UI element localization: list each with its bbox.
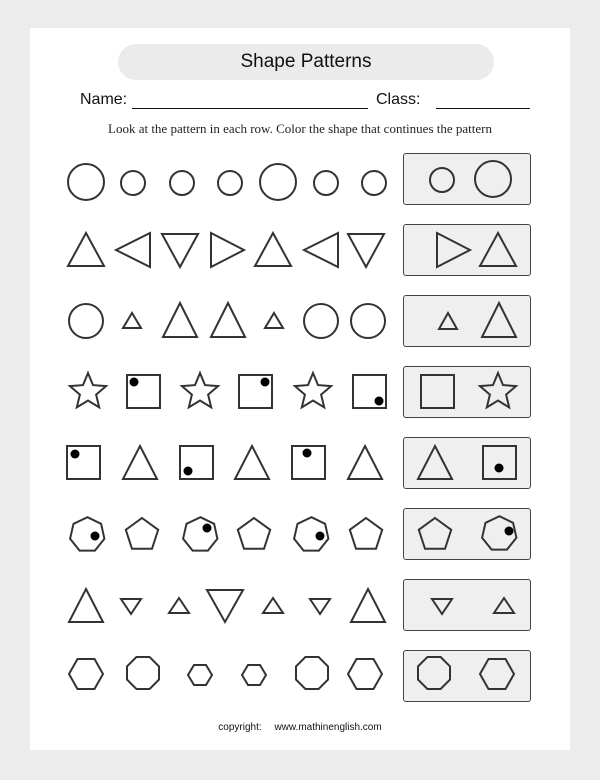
hexagon-shape xyxy=(69,659,103,689)
star-shape xyxy=(182,373,218,407)
large-triangle-up-shape xyxy=(351,589,385,622)
triangle-right-shape xyxy=(211,233,244,267)
small-triangle-up-shape xyxy=(263,598,283,613)
copyright-label: copyright: xyxy=(218,722,262,733)
dot-marker xyxy=(71,450,80,459)
choice-square[interactable] xyxy=(421,375,454,408)
dot-marker xyxy=(203,524,212,533)
small-triangle-up-shape xyxy=(169,598,189,613)
choice-octagon[interactable] xyxy=(418,657,450,689)
dot-marker xyxy=(316,532,325,541)
small-hexagon-shape xyxy=(188,665,212,685)
large-triangle-shape xyxy=(163,303,197,337)
triangle-shape xyxy=(123,446,157,479)
dot-marker xyxy=(375,397,384,406)
small-triangle-down-shape xyxy=(121,599,141,614)
octagon-shape xyxy=(296,657,328,689)
choice-hexagon[interactable] xyxy=(480,659,514,689)
triangle-down-shape xyxy=(348,234,384,267)
small-triangle-shape xyxy=(265,313,283,328)
choice-square-with-dot[interactable] xyxy=(483,446,516,479)
worksheet-page xyxy=(30,28,570,750)
choice-triangle-right[interactable] xyxy=(437,233,470,267)
small-triangle-shape xyxy=(123,313,141,328)
pattern-row-1 xyxy=(68,161,511,200)
pattern-row-8 xyxy=(69,657,514,689)
page-title: Shape Patterns xyxy=(118,44,494,80)
triangle-left-shape xyxy=(116,233,150,267)
small-circle-shape xyxy=(362,171,386,195)
choice-small-triangle-up[interactable] xyxy=(494,598,514,613)
shape-patterns xyxy=(30,28,570,750)
choice-triangle-up[interactable] xyxy=(480,233,516,266)
large-circle-shape xyxy=(68,164,104,200)
octagon-shape xyxy=(127,657,159,689)
triangle-up-shape xyxy=(255,233,291,266)
choice-small-circle[interactable] xyxy=(430,168,454,192)
choice-small-triangle-down[interactable] xyxy=(432,599,452,614)
choice-small-triangle[interactable] xyxy=(439,313,457,329)
large-circle-shape xyxy=(260,164,296,200)
pentagon-shape xyxy=(126,518,158,549)
star-shape xyxy=(70,373,106,407)
triangle-shape xyxy=(348,446,382,479)
choice-large-circle[interactable] xyxy=(475,161,511,197)
pattern-row-5 xyxy=(67,446,516,479)
triangle-up-shape xyxy=(68,233,104,266)
triangle-left-shape xyxy=(304,233,338,267)
small-circle-shape xyxy=(170,171,194,195)
dot-marker xyxy=(184,467,193,476)
large-triangle-up-shape xyxy=(69,589,103,622)
choice-pentagon[interactable] xyxy=(419,518,451,549)
heptagon-shape xyxy=(70,517,104,550)
choice-triangle[interactable] xyxy=(418,446,452,479)
triangle-down-shape xyxy=(162,234,198,267)
pattern-row-7 xyxy=(69,589,514,622)
triangle-shape xyxy=(235,446,269,479)
pattern-row-2 xyxy=(68,233,516,267)
footer xyxy=(30,722,570,733)
instructions: Look at the pattern in each row. Color the shape that continues the pattern xyxy=(108,121,492,136)
star-shape xyxy=(295,373,331,407)
name-label: Name: xyxy=(80,91,128,108)
circle-shape xyxy=(304,304,338,338)
pentagon-shape xyxy=(238,518,270,549)
dot-marker xyxy=(91,532,100,541)
dot-marker xyxy=(495,464,504,473)
small-hexagon-shape xyxy=(242,665,266,685)
class-label: Class: xyxy=(376,91,421,108)
circle-shape xyxy=(351,304,385,338)
small-circle-shape xyxy=(121,171,145,195)
large-triangle-down-shape xyxy=(207,590,243,622)
circle-shape xyxy=(69,304,103,338)
pattern-row-6 xyxy=(70,516,516,550)
hexagon-shape xyxy=(348,659,382,689)
dot-marker xyxy=(505,527,514,536)
website-link[interactable]: www.mathinenglish.com xyxy=(274,722,382,733)
small-triangle-down-shape xyxy=(310,599,330,614)
dot-marker xyxy=(261,378,270,387)
choice-large-triangle[interactable] xyxy=(482,303,516,337)
pattern-row-4 xyxy=(70,373,516,408)
dot-marker xyxy=(303,449,312,458)
small-circle-shape xyxy=(314,171,338,195)
heptagon-shape xyxy=(183,517,217,550)
pentagon-shape xyxy=(350,518,382,549)
large-triangle-shape xyxy=(211,303,245,337)
small-circle-shape xyxy=(218,171,242,195)
choice-star[interactable] xyxy=(480,373,516,407)
dot-marker xyxy=(130,378,139,387)
pattern-row-3 xyxy=(69,303,516,338)
